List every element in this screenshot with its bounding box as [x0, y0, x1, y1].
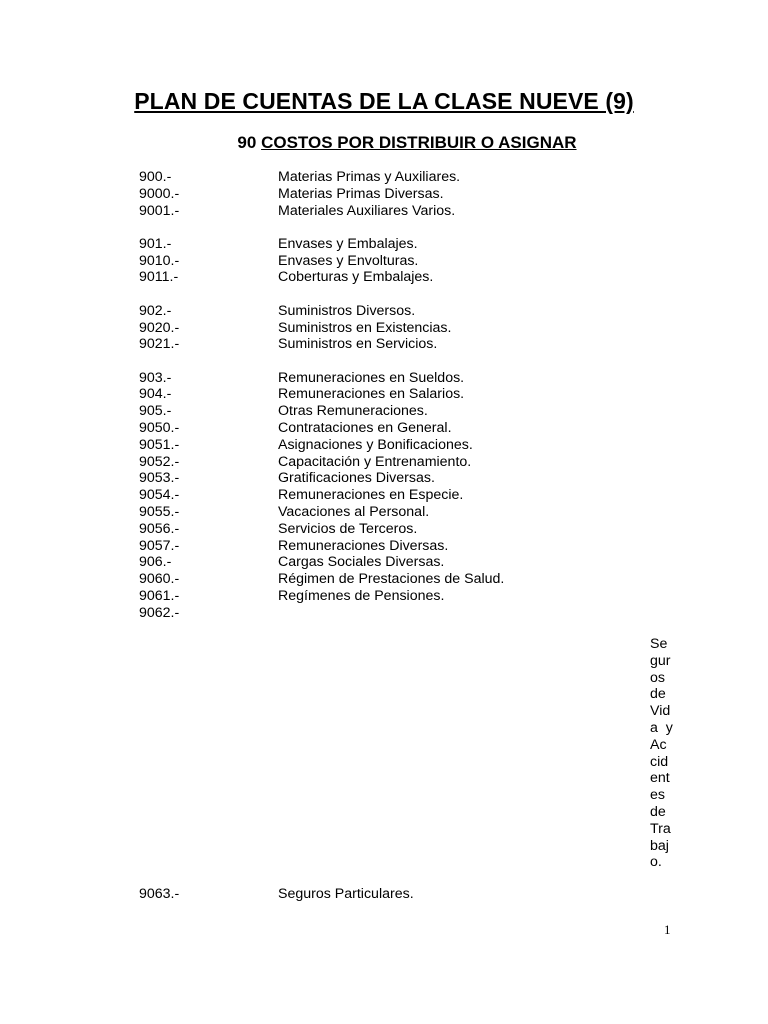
account-group — [139, 370, 699, 622]
account-code: 9052.- — [139, 453, 180, 470]
account-name: Servicios de Terceros. — [278, 520, 418, 537]
account-code: 9011.- — [139, 269, 179, 286]
account-code: 9050.- — [139, 420, 180, 437]
account-row — [139, 521, 699, 538]
account-name: Remuneraciones en Especie. — [278, 487, 464, 504]
wrapped-text-line: Se — [650, 636, 668, 652]
section-name: COSTOS POR DISTRIBUIR O ASIGNAR — [261, 133, 577, 152]
account-row — [139, 186, 699, 203]
account-row — [139, 303, 699, 320]
account-row — [139, 236, 699, 253]
account-code: 9053.- — [139, 470, 180, 487]
account-name: Envases y Envolturas. — [278, 252, 419, 269]
account-name: Materias Primas y Auxiliares. — [278, 169, 461, 185]
account-code: 9063.- — [139, 886, 180, 902]
wrapped-text-line: Tra — [650, 820, 671, 837]
wrapped-text-line: de — [650, 686, 666, 703]
account-code: 905.- — [139, 403, 172, 420]
account-code: 900.- — [139, 169, 172, 185]
account-name: Materiales Auxiliares Varios. — [278, 202, 456, 219]
account-row — [139, 253, 699, 270]
account-name: Asignaciones y Bonificaciones. — [278, 436, 473, 453]
account-code: 902.- — [139, 302, 172, 319]
wrapped-text-line: a y — [650, 719, 673, 736]
account-name: Materias Primas Diversas. — [278, 185, 444, 202]
account-code: 9021.- — [139, 336, 180, 353]
account-row — [139, 169, 699, 186]
account-row — [139, 336, 699, 353]
account-code: 9055.- — [139, 504, 180, 521]
account-name: Remuneraciones en Sueldos. — [278, 369, 465, 386]
account-code: 904.- — [139, 386, 172, 403]
account-row — [139, 420, 699, 437]
account-code: 901.- — [139, 235, 172, 252]
account-code: 9062.- — [139, 604, 180, 621]
wrapped-text-line: Ac — [650, 736, 667, 753]
page-number: 1 — [664, 922, 671, 937]
account-row — [139, 269, 699, 286]
account-code: 9057.- — [139, 537, 180, 554]
account-code: 903.- — [139, 369, 172, 386]
account-row — [139, 370, 699, 387]
account-name: Suministros en Servicios. — [278, 336, 438, 353]
account-name: Gratificaciones Diversas. — [278, 470, 435, 487]
account-name: Coberturas y Embalajes. — [278, 269, 434, 286]
account-row — [139, 504, 699, 521]
account-name: Otras Remuneraciones. — [278, 403, 428, 420]
wrapped-text-line: os — [650, 669, 665, 686]
account-group — [139, 236, 699, 286]
account-code: 906.- — [139, 554, 172, 571]
account-code: 9000.- — [139, 185, 180, 202]
account-name: Regímenes de Pensiones. — [278, 588, 445, 605]
account-list — [139, 169, 699, 638]
account-code: 9020.- — [139, 319, 180, 336]
account-row — [139, 437, 699, 454]
account-group — [139, 169, 699, 219]
account-name: Contrataciones en General. — [278, 420, 452, 437]
account-code: 9001.- — [139, 202, 180, 219]
account-row — [139, 588, 699, 605]
account-name: Envases y Embalajes. — [278, 235, 418, 252]
wrapped-text-line: o. — [650, 854, 662, 871]
account-name: Capacitación y Entrenamiento. — [278, 453, 472, 470]
account-name: Seguros Particulares. — [278, 886, 414, 902]
account-code: 9056.- — [139, 520, 180, 537]
account-row — [139, 454, 699, 471]
account-code: 9010.- — [139, 252, 180, 269]
account-row — [139, 320, 699, 337]
wrapped-text-line: cid — [650, 753, 669, 770]
account-group — [139, 303, 699, 353]
account-name: Régimen de Prestaciones de Salud. — [278, 571, 505, 588]
account-code: 9051.- — [139, 436, 180, 453]
account-row — [139, 886, 414, 903]
wrapped-text-line: es — [650, 787, 665, 804]
account-code: 9054.- — [139, 487, 180, 504]
account-row — [139, 487, 699, 504]
wrapped-text-line: Vid — [650, 703, 671, 720]
account-row — [139, 554, 699, 571]
account-name: Remuneraciones Diversas. — [278, 537, 449, 554]
account-name: Suministros en Existencias. — [278, 319, 452, 336]
document-title: PLAN DE CUENTAS DE LA CLASE NUEVE (9) — [134, 88, 634, 114]
account-row — [139, 470, 699, 487]
wrapped-text-line: baj — [650, 837, 669, 854]
account-row — [139, 538, 699, 555]
account-name: Remuneraciones en Salarios. — [278, 386, 465, 403]
account-name: Vacaciones al Personal. — [278, 504, 430, 521]
wrapped-account-name — [650, 636, 690, 871]
wrapped-text-line: ent — [650, 770, 670, 787]
account-name: Cargas Sociales Diversas. — [278, 554, 445, 571]
account-code: 9061.- — [139, 588, 180, 605]
account-row — [139, 386, 699, 403]
wrapped-text-line: gur — [650, 652, 671, 669]
account-code: 9060.- — [139, 571, 180, 588]
account-row — [139, 571, 699, 588]
wrapped-text-line: de — [650, 803, 666, 820]
section-heading — [0, 133, 768, 153]
account-name: Suministros Diversos. — [278, 302, 416, 319]
account-row — [139, 403, 699, 420]
account-row — [139, 203, 699, 220]
section-code: 90 — [237, 133, 257, 152]
account-row — [139, 605, 699, 622]
